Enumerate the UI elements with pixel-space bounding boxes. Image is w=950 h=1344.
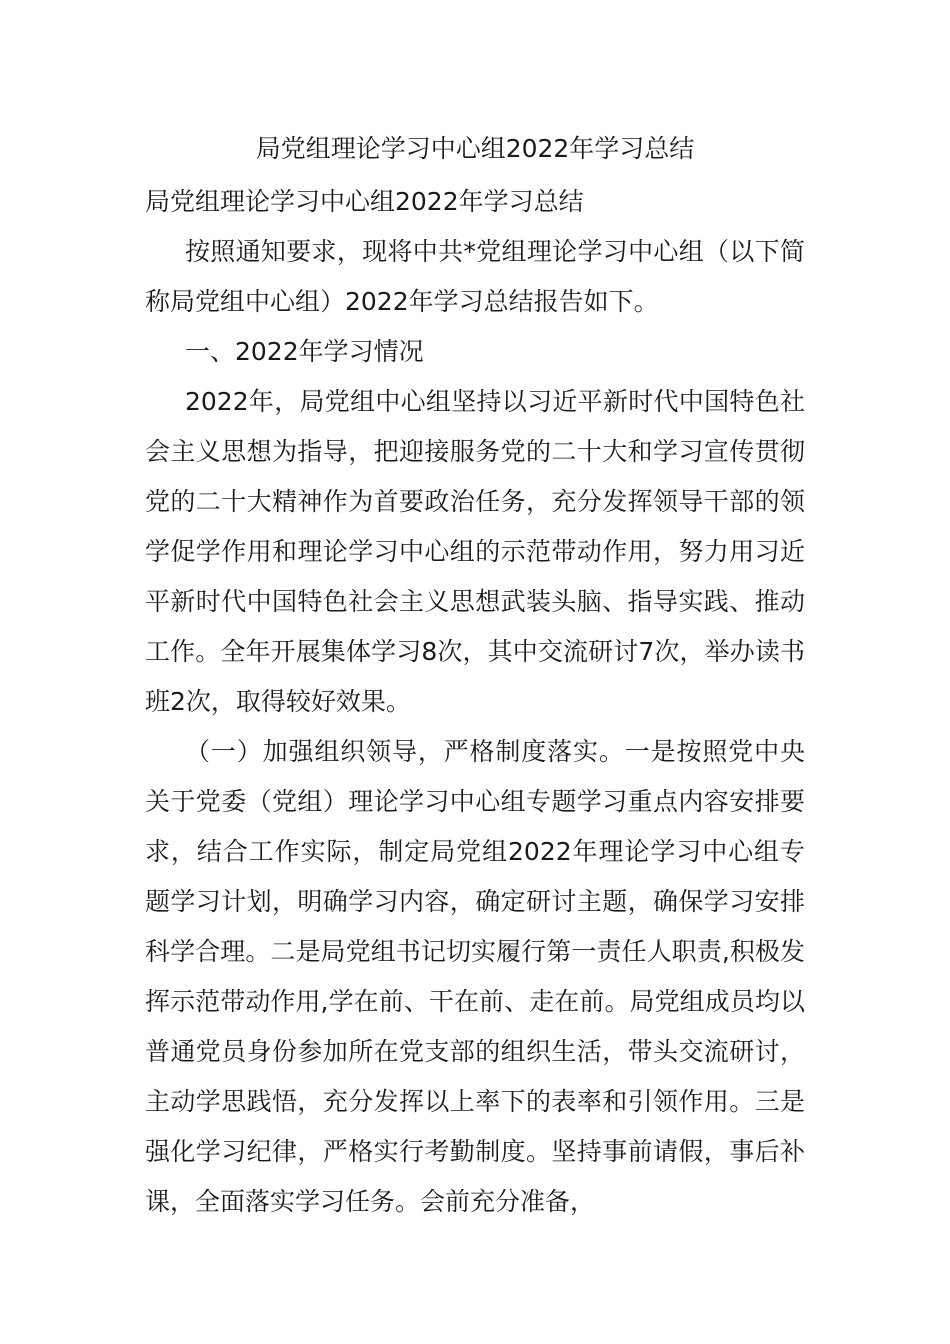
intro-paragraph: 按照通知要求，现将中共*党组理论学习中心组（以下简称局党组中心组）2022年学习总结报告如下。 bbox=[145, 237, 805, 316]
document-title: 局党组理论学习中心组2022年学习总结 bbox=[255, 134, 695, 163]
body-paragraph: 2022年，局党组中心组坚持以习近平新时代中国特色社会主义思想为指导，把迎接服务党的二十大和学习宣传贯彻党的二十大精神作为首要政治任务，充分发挥领导干部的领学促学作用和理论学习中心组的示范带动作用，努力用习近平新时代中国特色社会主义思想武装头脑、指导实践、推动工作。全年开展集体学习8次，其中交流研讨7次，举办读书班2次，取得较好效果。 bbox=[145, 387, 805, 716]
body-paragraph: （一）加强组织领导，严格制度落实。一是按照党中央关于党委（党组）理论学习中心组专题学习重点内容安排要求，结合工作实际，制定局党组2022年理论学习中心组专题学习计划，明确学习内容，确定研讨主题，确保学习安排科学合理。二是局党组书记切实履行第一责任人职责,积极发挥示范带动作用,学在前、干在前、走在前。局党组成员均以普通党员身份参加所在党支部的组织生活，带头交流研讨，主动学思践悟，充分发挥以上率下的表率和引领作用。三是强化学习纪律，严格实行考勤制度。坚持事前请假，事后补课，全面落实学习任务。会前充分准备， bbox=[145, 737, 805, 1216]
document-subtitle: 局党组理论学习中心组2022年学习总结 bbox=[145, 187, 584, 216]
section-heading: 一、2022年学习情况 bbox=[185, 337, 424, 366]
document-body bbox=[145, 177, 805, 1227]
